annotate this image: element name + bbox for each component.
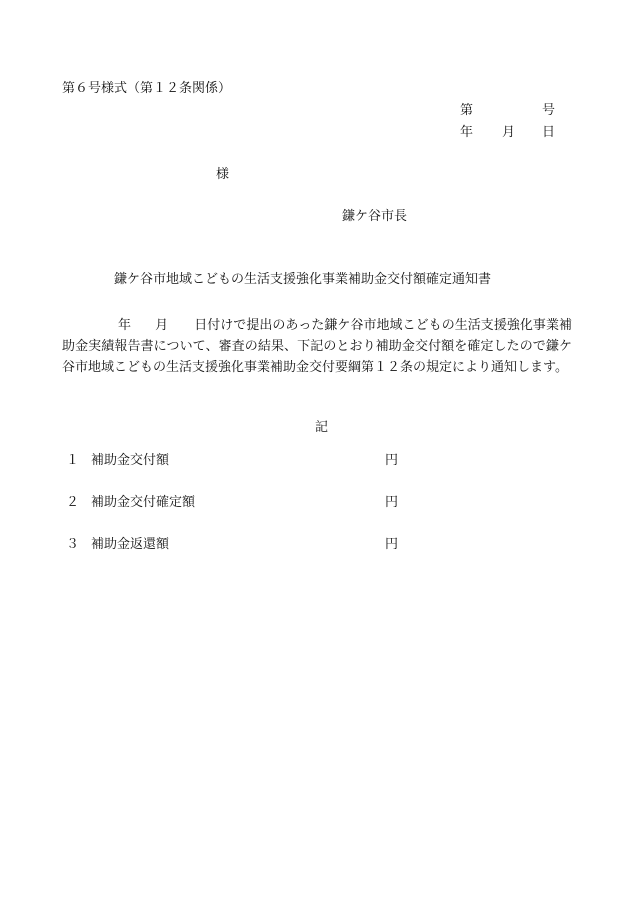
item-unit: 円	[385, 537, 399, 552]
body-year: 年	[118, 318, 132, 333]
date-day: 日	[542, 125, 556, 140]
item-label: 補助金交付確定額	[91, 495, 196, 510]
body-text: 日付けで提出のあった鎌ケ谷市地域こどもの生活支援強化事業補助金実績報告書について、審査の結果、下記のとおり補助金交付額を確定したので鎌ケ谷市地域こどもの生活支援強化事業補助金交付要綱第１２条の規定により通知します。	[62, 318, 572, 375]
recipient-honorific: 様	[216, 167, 230, 182]
body-month: 月	[155, 318, 169, 333]
date-year: 年	[460, 125, 474, 140]
item-number: ２	[66, 495, 80, 510]
body-paragraph	[62, 315, 572, 378]
date-month: 月	[502, 125, 516, 140]
item-number: ３	[66, 537, 80, 552]
item-label: 補助金交付額	[91, 453, 170, 468]
item-unit: 円	[385, 495, 399, 510]
sender-name: 鎌ケ谷市長	[342, 209, 408, 224]
form-number: 第６号様式（第１２条関係）	[62, 81, 232, 96]
doc-number-suffix: 号	[542, 103, 556, 118]
ki-heading: 記	[315, 420, 329, 435]
document-title: 鎌ケ谷市地域こどもの生活支援強化事業補助金交付額確定通知書	[114, 272, 492, 287]
doc-number-prefix: 第	[460, 103, 474, 118]
item-unit: 円	[385, 453, 399, 468]
item-label: 補助金返還額	[91, 537, 170, 552]
item-number: １	[66, 453, 80, 468]
